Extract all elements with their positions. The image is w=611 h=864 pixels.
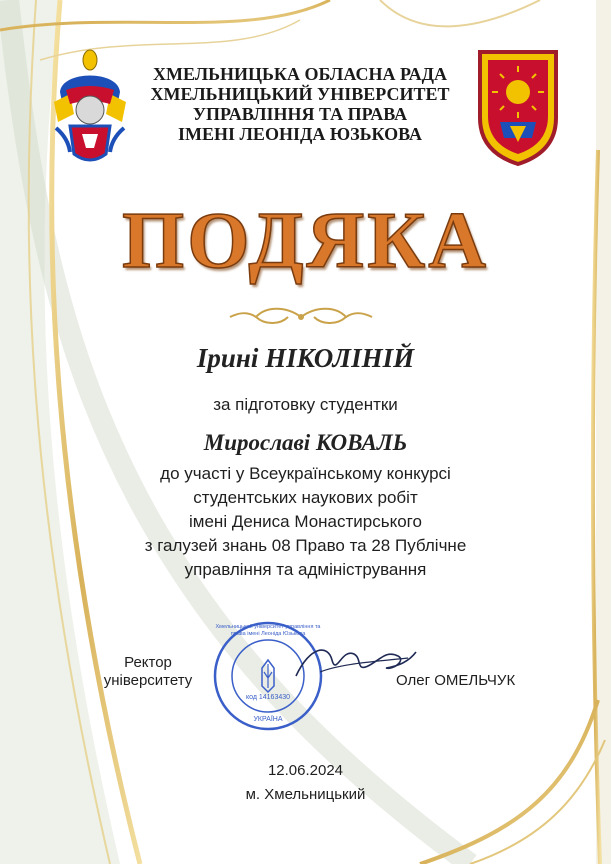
ornament-divider-icon	[226, 304, 376, 330]
stamp-country: УКРАЇНА	[253, 716, 283, 723]
position-line-2: університету	[103, 672, 193, 689]
header-line-3: УПРАВЛІННЯ ТА ПРАВА	[192, 104, 408, 124]
for-text: за підготовку студентки	[213, 395, 398, 414]
description-line: з галузей знань 08 Право та 28 Публічне	[144, 536, 467, 555]
university-emblem-icon	[48, 42, 132, 170]
institution-header	[130, 64, 470, 144]
stamp-code: код 14163430	[245, 694, 291, 701]
description-line: до участі у Всеукраїнському конкурсі	[160, 464, 451, 483]
signatory-name: Олег ОМЕЛЬЧУК	[396, 672, 516, 689]
signatory-position	[88, 654, 208, 690]
description-line: студентських наукових робіт	[193, 488, 418, 507]
position-line-1: Ректор	[124, 654, 172, 671]
issue-date: 12.06.2024	[267, 762, 344, 779]
stamp-ring-text: Хмельницький університет управління та права імені Леоніда Юзькова	[215, 624, 321, 637]
certificate-title: ПОДЯКА	[121, 197, 490, 285]
header-line-4: ІМЕНІ ЛЕОНІДА ЮЗЬКОВА	[178, 124, 422, 144]
recipient-name: Ірині НІКОЛІНІЙ	[196, 343, 415, 373]
regional-coat-of-arms-icon	[470, 44, 566, 168]
issue-place: м. Хмельницький	[245, 786, 366, 803]
description-line: імені Дениса Монастирського	[189, 512, 422, 531]
header-line-1: ХМЕЛЬНИЦЬКА ОБЛАСНА РАДА	[152, 64, 448, 84]
student-name: Мирославі КОВАЛЬ	[203, 430, 408, 455]
description-line: управління та адміністрування	[184, 560, 427, 579]
contest-description	[0, 462, 611, 582]
header-line-2: ХМЕЛЬНИЦЬКИЙ УНІВЕРСИТЕТ	[150, 84, 450, 104]
